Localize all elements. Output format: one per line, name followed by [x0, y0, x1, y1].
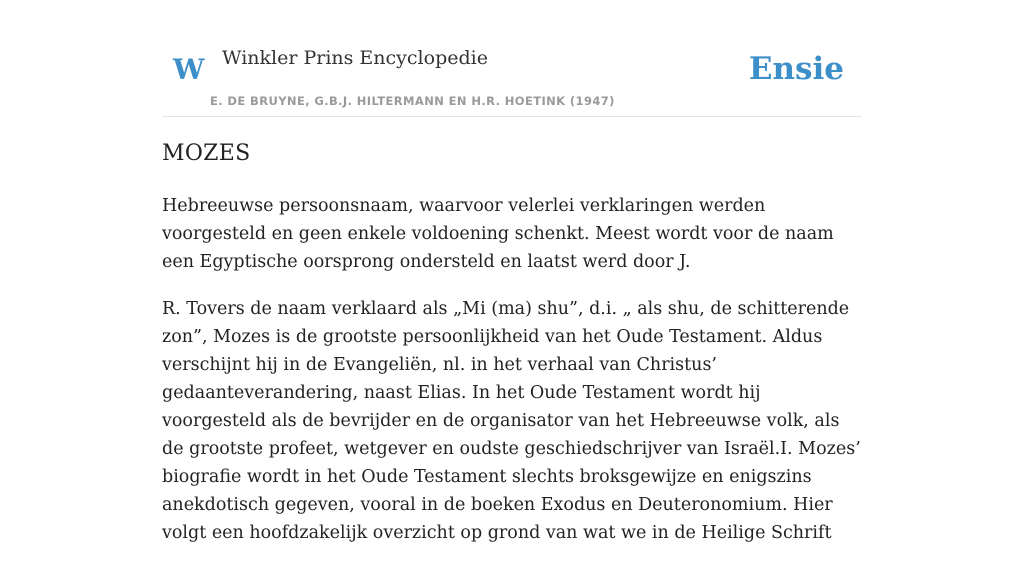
- article-headword: MOZES: [162, 141, 251, 166]
- article-paragraph: Hebreeuwse persoonsnaam, waarvoor velerlei verklaringen werden voorgesteld en geen enkele voldoening schenkt. Meest wordt voor de naam een Egyptische oorsprong ondersteld en laatst werd door J.: [162, 196, 834, 272]
- article: [162, 136, 862, 566]
- publication-byline: E. DE BRUYNE, G.B.J. HILTERMANN EN H.R. HOETINK (1947): [210, 94, 615, 108]
- article-body: [162, 192, 862, 547]
- encyclopedia-logo[interactable]: W: [173, 53, 205, 86]
- article-paragraph: R. Tovers de naam verklaard als „Mi (ma) shu”, d.i. „ als shu, de schitterende zon”, Mozes is de grootste persoonlijkheid van het Oude Testament. Aldus verschijnt hij in de Evangeliën, nl. in het verhaal van Christus’ gedaanteverandering, naast Elias. In het Oude Testament wordt hij voorgesteld als de bevrijder en de organisator van het Hebreeuwse volk, als de grootste profeet, wetgever en oudste geschiedschrijver van Israël.I. Mozes’ biografie wordt in het Oude Testament slechts broksgewijze en enigszins anekdotisch gegeven, vooral in de boeken Exodus en Deuteronomium. Hier volgt een hoofdzakelijk overzicht op grond van wat we in de Heilige Schrift: [162, 299, 861, 543]
- publication-title[interactable]: Winkler Prins Encyclopedie: [222, 47, 488, 69]
- site-header: [162, 0, 862, 117]
- ensie-brand-logo[interactable]: Ensie: [748, 51, 844, 87]
